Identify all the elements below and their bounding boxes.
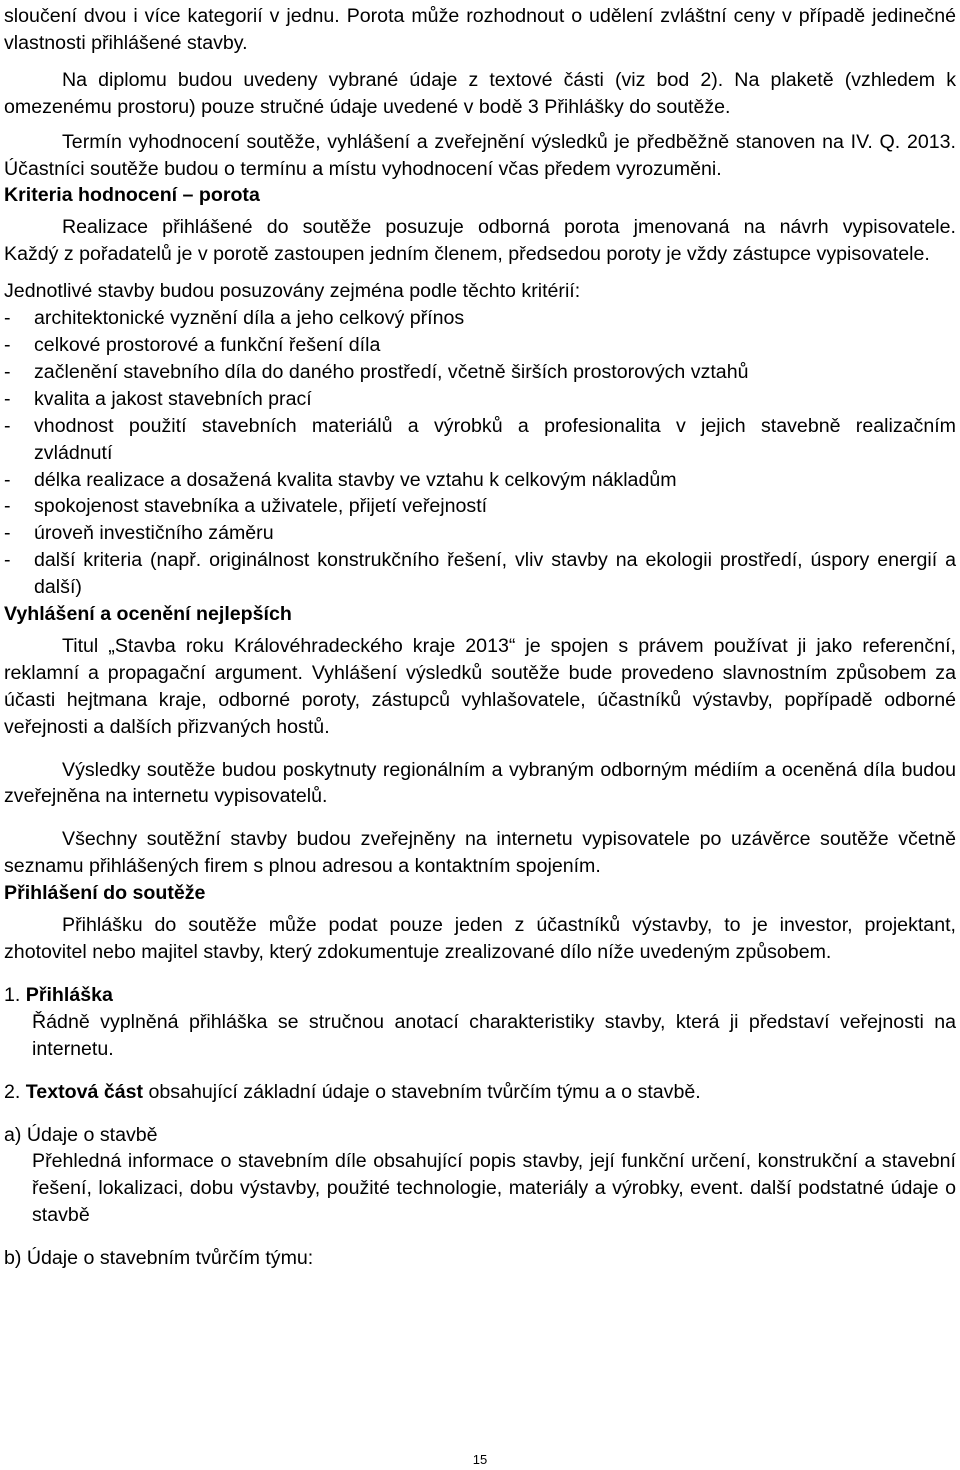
- intro-paragraph-2: Na diplomu budou uvedeny vybrané údaje z textové části (viz bod 2). Na plaketě (vzhledem k omezenému prostoru) pouze stručné údaje uvedené v bodě 3 Přihlášky do soutěže.: [4, 68, 956, 118]
- list-dash: -: [4, 522, 11, 545]
- registration-item-1-number: 1.: [4, 983, 21, 1006]
- list-item: [4, 332, 956, 359]
- announcement-paragraph-3: Všechny soutěžní stavby budou zveřejněny na internetu vypisovatele po uzávěrce soutěže včetně seznamu přihlášených firem s plnou adresou a kontaktním spojením.: [4, 828, 956, 878]
- list-dash: -: [4, 360, 11, 383]
- list-item: [4, 305, 956, 332]
- list-item: [4, 547, 956, 601]
- registration-heading: Přihlášení do soutěže: [4, 882, 206, 905]
- list-item-text: architektonické vyznění díla a jeho celkový přínos: [34, 307, 465, 330]
- list-item: [4, 520, 956, 547]
- registration-item-1-label: Přihláška: [25, 983, 113, 1006]
- evaluation-date-text: Termín vyhodnocení soutěže, vyhlášení a zveřejnění výsledků je předběžně stanoven na IV. Q. 2013.: [62, 130, 956, 153]
- list-item-text: celkové prostorové a funkční řešení díla: [34, 333, 381, 356]
- sub-b-title: b) Údaje o stavebním tvůrčím týmu:: [4, 1247, 314, 1270]
- list-item: [4, 386, 956, 413]
- list-item: [4, 359, 956, 386]
- criteria-paragraph: [4, 214, 956, 268]
- list-item-text: další kriteria (např. originálnost konstrukčního řešení, vliv stavby na ekologii prostředí, úspory energií a další): [34, 549, 956, 599]
- criteria-heading: Kriteria hodnocení – porota: [4, 184, 260, 207]
- page-number: 15: [472, 1452, 488, 1467]
- list-item-text: spokojenost stavebníka a uživatele, přijetí veřejností: [34, 495, 488, 518]
- list-item-text: kvalita a jakost stavebních prací: [34, 387, 312, 410]
- list-item: [4, 493, 956, 520]
- registration-paragraph: Přihlášku do soutěže může podat pouze jeden z účastníků výstavby, to je investor, projektant, zhotovitel nebo majitel stavby, který zdokumentuje zrealizované dílo níže uvedeným způsobem.: [4, 914, 956, 963]
- list-dash: -: [4, 495, 11, 518]
- criteria-members-text: Každý z pořadatelů je v porotě zastoupen jedním členem, předsedou poroty je vždy zástupce vypisovatele.: [4, 243, 930, 266]
- list-dash: -: [4, 414, 11, 437]
- list-item-text: úroveň investičního záměru: [34, 522, 274, 545]
- list-dash: -: [4, 387, 11, 410]
- announcement-paragraph-2: Výsledky soutěže budou poskytnuty regionálním a vybraným odborným médiím a oceněná díla budou zveřejněna na internetu vypisovatelů.: [4, 758, 956, 808]
- participants-notice-text: Účastníci soutěže budou o termínu a místu vyhodnocení včas předem vyrozuměni.: [4, 157, 722, 180]
- sub-a-text: Přehledná informace o stavebním díle obsahující popis stavby, její funkční určení, konstrukční a stavební řešení, lokalizaci, dobu výstavby, použité technologie, materiály a výrobky, event. další podstatné údaje o stavbě: [32, 1150, 956, 1227]
- list-dash: -: [4, 549, 11, 572]
- criteria-list: [4, 305, 956, 601]
- registration-item-2-number: 2.: [4, 1080, 21, 1103]
- list-item: [4, 467, 956, 494]
- list-dash: -: [4, 307, 11, 330]
- list-dash: -: [4, 333, 11, 356]
- registration-item-2-label: Textová část: [25, 1080, 144, 1103]
- registration-item-1-text: Řádně vyplněná přihláška se stručnou anotací charakteristiky stavby, která ji představí veřejnosti na internetu.: [32, 1010, 956, 1060]
- criteria-jury-text: Realizace přihlášené do soutěže posuzuje odborná porota jmenovaná na návrh vypisovatele.: [62, 216, 956, 239]
- list-dash: -: [4, 468, 11, 491]
- list-item-text: vhodnost použití stavebních materiálů a výrobků a profesionalita v jejich stavebně realizačním zvládnutí: [34, 414, 956, 464]
- list-item-text: začlenění stavebního díla do daného prostředí, včetně širších prostorových vztahů: [34, 360, 749, 383]
- announcement-heading: Vyhlášení a ocenění nejlepších: [4, 603, 292, 626]
- list-item-text: délka realizace a dosažená kvalita stavby ve vztahu k celkovým nákladům: [34, 468, 677, 491]
- announcement-paragraph-1: Titul „Stavba roku Královéhradeckého kraje 2013“ je spojen s právem používat ji jako referenční, reklamní a propagační argument. Vyhlášení výsledků soutěže bude provedeno slavnostním způsobem za účasti hejtmana kraje, odborné poroty, zástupců vyhlašovatele, účastníků výstavby, popřípadě odborné veřejnosti a dalších přizvaných hostů.: [4, 634, 956, 738]
- list-item: [4, 413, 956, 467]
- intro-paragraph-3: [4, 129, 956, 183]
- registration-item-1-title: [4, 982, 956, 1009]
- registration-item-2: [4, 1079, 956, 1106]
- document-page: [4, 0, 956, 1272]
- registration-item-2-text: obsahující základní údaje o stavebním tvůrčím týmu a o stavbě.: [148, 1080, 701, 1103]
- intro-paragraph-1: sloučení dvou i více kategorií v jednu. Porota může rozhodnout o udělení zvláštní ceny v případě jedinečné vlastnosti přihlášené stavby.: [4, 5, 956, 54]
- sub-a-title: a) Údaje o stavbě: [4, 1123, 158, 1146]
- criteria-list-intro: Jednotlivé stavby budou posuzovány zejména podle těchto kritérií:: [4, 280, 581, 303]
